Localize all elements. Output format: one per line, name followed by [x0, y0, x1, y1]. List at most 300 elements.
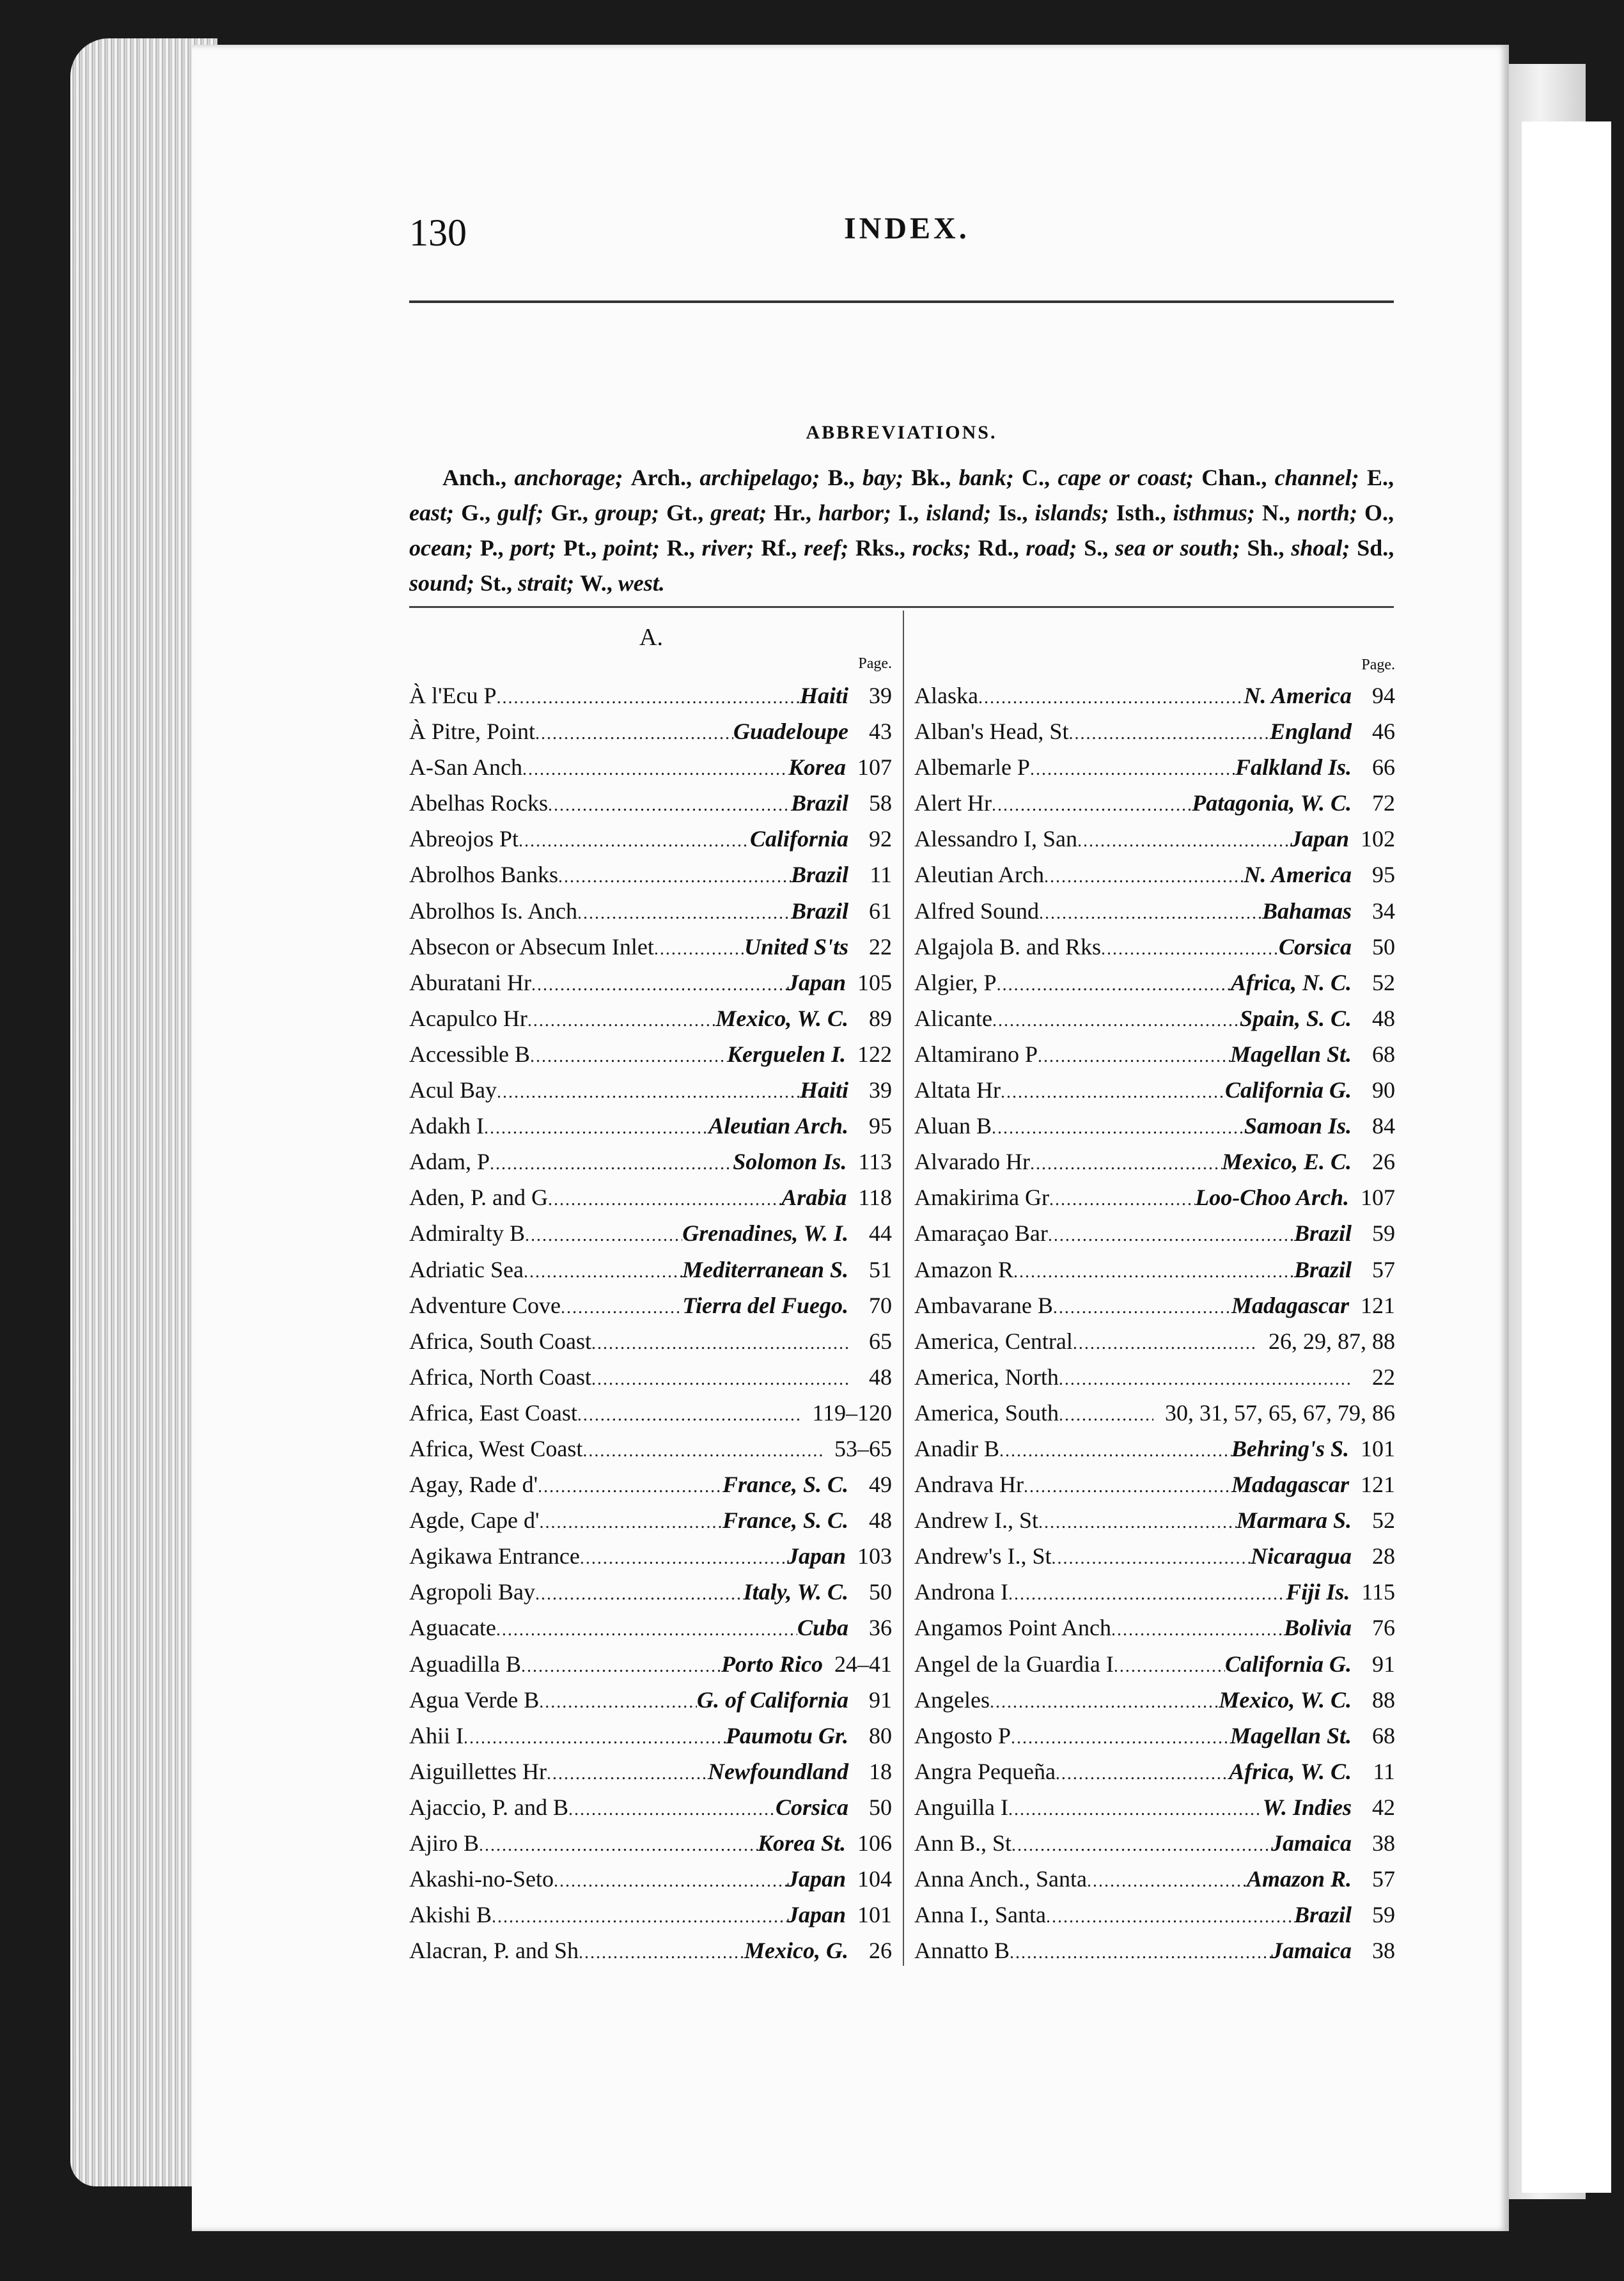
abbreviation-meaning: group;	[595, 500, 660, 525]
entry-name: Akashi-no-Seto	[409, 1866, 554, 1892]
entry-name: Absecon or Absecum Inlet	[409, 933, 654, 960]
dot-leader	[1101, 939, 1279, 960]
index-entry	[409, 718, 892, 754]
entry-page: 65	[869, 1328, 892, 1354]
section-letter: A.	[639, 624, 663, 651]
abbreviation-term: G.,	[461, 500, 491, 525]
entry-page: 26, 29, 87, 88	[1269, 1328, 1395, 1354]
abbreviation-term: O.,	[1364, 500, 1394, 525]
entry-region: Jamaica	[1271, 1830, 1352, 1856]
entry-page: 48	[869, 1364, 892, 1390]
dot-leader	[538, 1477, 722, 1497]
entry-region: California	[749, 826, 848, 852]
dot-leader	[591, 1334, 848, 1354]
entry-region: England	[1269, 719, 1352, 745]
entry-region: Japan	[786, 1866, 846, 1892]
dot-leader	[999, 1441, 1231, 1461]
entry-region: Mediterranean S.	[682, 1256, 848, 1282]
entry-page: 95	[869, 1113, 892, 1139]
index-entry	[914, 969, 1395, 1005]
index-entry	[914, 1865, 1395, 1901]
entry-name: Ajiro B	[409, 1830, 480, 1856]
index-entry	[409, 1148, 892, 1184]
abbreviation-meaning: sea or south;	[1115, 535, 1240, 561]
dot-leader	[1068, 724, 1269, 744]
entry-region: Mexico, W. C.	[1219, 1686, 1352, 1713]
entry-page: 26	[1372, 1149, 1395, 1175]
index-entry	[914, 1364, 1395, 1399]
entry-page: 91	[1372, 1651, 1395, 1677]
dot-leader	[1044, 867, 1244, 887]
entry-page: 58	[869, 790, 892, 816]
abbreviation-meaning: ocean;	[409, 535, 473, 561]
entry-name: America, North	[914, 1364, 1059, 1390]
abbreviations-rule	[409, 606, 1394, 608]
dot-leader	[577, 1405, 800, 1426]
index-entry	[409, 1651, 892, 1686]
index-entry	[914, 1077, 1395, 1112]
entry-region: Aleutian Arch.	[708, 1113, 848, 1139]
dot-leader	[464, 1728, 726, 1748]
entry-region: Bolivia	[1284, 1615, 1352, 1641]
entry-name: A-San Anch	[409, 754, 522, 781]
entry-page: 24–41	[834, 1651, 892, 1677]
dot-leader	[527, 1011, 715, 1031]
entry-page: 115	[1361, 1579, 1395, 1605]
entry-region: Brazil	[1293, 1902, 1352, 1928]
abbreviation-meaning: bay;	[863, 465, 903, 490]
entry-region: California G.	[1224, 1077, 1352, 1103]
abbreviation-meaning: gulf;	[497, 500, 544, 525]
index-entry	[914, 718, 1395, 754]
entry-region: Haiti	[799, 1077, 848, 1103]
dot-leader	[496, 1620, 797, 1640]
entry-page: 80	[869, 1722, 892, 1748]
abbreviation-meaning: west.	[618, 570, 665, 596]
entry-page: 91	[869, 1686, 892, 1713]
dot-leader	[554, 1871, 787, 1892]
dot-leader	[1048, 1226, 1294, 1246]
entry-page: 51	[869, 1256, 892, 1282]
abbreviation-term: N.,	[1261, 500, 1290, 525]
entry-name: Angosto P	[914, 1722, 1011, 1748]
abbreviation-meaning: rocks;	[912, 535, 971, 561]
entry-region: N. America	[1244, 683, 1352, 708]
index-entry	[409, 969, 892, 1005]
dot-leader	[522, 759, 788, 780]
dot-leader	[496, 688, 800, 708]
abbreviation-meaning: river;	[701, 535, 754, 561]
entry-name: America, Central	[914, 1328, 1073, 1354]
entry-region: France, S. C.	[722, 1472, 848, 1498]
dot-leader	[1008, 1584, 1286, 1605]
entry-region: N. America	[1244, 862, 1352, 888]
abbreviation-term: C.,	[1022, 465, 1050, 490]
entry-name: America, South	[914, 1399, 1059, 1426]
entry-page: 72	[1372, 790, 1395, 816]
entry-region: Africa, W. C.	[1229, 1758, 1352, 1784]
entry-name: Acul Bay	[409, 1077, 497, 1103]
entry-name: Acapulco Hr	[409, 1005, 527, 1031]
entry-page: 119–120	[812, 1399, 892, 1426]
entry-page: 59	[1372, 1902, 1395, 1928]
entry-name: Andrew's I., St	[914, 1543, 1052, 1569]
entry-name: Amazon R	[914, 1256, 1013, 1282]
entry-name: Abelhas Rocks	[409, 790, 548, 816]
index-entry	[914, 825, 1395, 861]
entry-region: Madagascar	[1231, 1472, 1349, 1498]
abbreviation-term: Pt.,	[563, 535, 597, 561]
index-entry	[914, 1399, 1395, 1435]
entry-page: 107	[1361, 1185, 1395, 1211]
page-header	[409, 211, 1394, 262]
page-number: 130	[409, 212, 467, 254]
index-entry	[409, 1328, 892, 1364]
entry-name: Agde, Cape d'	[409, 1507, 540, 1534]
abbreviation-term: Sd.,	[1357, 535, 1394, 561]
entry-region: Magellan St.	[1230, 1041, 1352, 1067]
entry-page: 39	[869, 1077, 892, 1103]
entry-region: Brazil	[1293, 1256, 1352, 1282]
entry-name: Aden, P. and G	[409, 1185, 548, 1211]
entry-region: Loo-Choo Arch.	[1195, 1185, 1349, 1211]
index-entry	[914, 1686, 1395, 1722]
abbreviation-meaning: archipelago;	[699, 465, 820, 490]
page-column-label: Page.	[858, 655, 892, 672]
index-entry	[409, 1471, 892, 1507]
index-entry	[409, 1077, 892, 1112]
dot-leader	[579, 1943, 744, 1963]
index-entry	[914, 933, 1395, 969]
dot-leader	[1114, 1656, 1225, 1677]
dot-leader	[1073, 1334, 1257, 1354]
entry-page: 76	[1372, 1615, 1395, 1641]
entry-page: 106	[857, 1830, 892, 1856]
abbreviation-meaning: north;	[1297, 500, 1357, 525]
entry-name: Andrew I., St	[914, 1507, 1038, 1534]
entry-page: 43	[869, 719, 892, 745]
entry-region: California G.	[1224, 1651, 1352, 1677]
entry-name: Agropoli Bay	[409, 1579, 535, 1605]
dot-leader	[1038, 1513, 1237, 1533]
entry-page: 122	[857, 1041, 892, 1067]
entry-name: À l'Ecu P	[409, 683, 497, 708]
entry-region: Marmara S.	[1236, 1507, 1352, 1534]
entry-page: 113	[858, 1149, 892, 1175]
entry-region: Paumotu Gr.	[725, 1722, 848, 1748]
index-entry	[409, 898, 892, 933]
entry-page: 84	[1372, 1113, 1395, 1139]
index-entry	[409, 1758, 892, 1794]
entry-page: 50	[869, 1579, 892, 1605]
entry-region: Brazil	[1293, 1220, 1352, 1247]
entry-name: Aburatani Hr	[409, 969, 531, 995]
abbreviation-meaning: island;	[926, 500, 992, 525]
dot-leader	[1049, 1190, 1195, 1210]
entry-name: Annatto B	[914, 1938, 1010, 1964]
index-entry	[914, 1614, 1395, 1650]
entry-name: Alicante	[914, 1005, 992, 1031]
entry-region: Bahamas	[1261, 898, 1352, 924]
index-entry	[914, 1292, 1395, 1328]
adjacent-page	[1522, 121, 1611, 2193]
entry-region: Brazil	[790, 790, 848, 816]
entry-page: 52	[1372, 969, 1395, 995]
abbreviation-term: Anch.,	[442, 465, 507, 490]
dot-leader	[1008, 1800, 1263, 1820]
entry-page: 121	[1361, 1472, 1395, 1498]
dot-leader	[1024, 1477, 1231, 1497]
entry-region: Magellan St.	[1230, 1722, 1352, 1748]
entry-page: 95	[1372, 862, 1395, 888]
entry-region: United S'ts	[744, 933, 848, 960]
dot-leader	[525, 1226, 682, 1246]
abbreviation-term: Isth.,	[1116, 500, 1166, 525]
abbreviation-term: Arch.,	[630, 465, 692, 490]
index-entry	[409, 1865, 892, 1901]
entry-page: 22	[1372, 1364, 1395, 1390]
abbreviation-meaning: point;	[603, 535, 660, 561]
dot-leader	[1039, 903, 1262, 924]
abbreviation-meaning: harbor;	[818, 500, 892, 525]
entry-name: Africa, West Coast	[409, 1435, 583, 1461]
entry-page: 94	[1372, 683, 1395, 708]
entry-region: Korea St.	[757, 1830, 846, 1856]
entry-name: Africa, South Coast	[409, 1328, 591, 1354]
entry-name: Ambavarane B	[914, 1292, 1053, 1318]
entry-name: Ahii I	[409, 1722, 464, 1748]
entry-page: 107	[857, 754, 892, 781]
entry-name: Aiguillettes Hr	[409, 1758, 547, 1784]
entry-name: Akishi B	[409, 1902, 492, 1928]
entry-page: 48	[869, 1507, 892, 1534]
entry-name: Angamos Point Anch	[914, 1615, 1112, 1641]
dot-leader	[992, 795, 1192, 816]
abbreviation-term: Gr.,	[550, 500, 588, 525]
entry-region: Guadeloupe	[733, 719, 848, 745]
entry-region: Mexico, E. C.	[1222, 1149, 1352, 1175]
entry-page: 104	[857, 1866, 892, 1892]
entry-name: Algajola B. and Rks	[914, 933, 1101, 960]
index-entries-right	[914, 682, 1395, 1973]
abbreviation-term: P.,	[480, 535, 504, 561]
index-entry	[409, 1364, 892, 1399]
index-entry	[914, 1937, 1395, 1973]
entry-region: Patagonia, W. C.	[1192, 790, 1352, 816]
entry-page: 103	[857, 1543, 892, 1569]
entry-page: 68	[1372, 1041, 1395, 1067]
entry-page: 22	[869, 933, 892, 960]
index-entry	[409, 1578, 892, 1614]
index-entry	[409, 1041, 892, 1077]
dot-leader	[580, 1548, 787, 1569]
index-entry	[914, 1148, 1395, 1184]
entry-name: Ann B., St	[914, 1830, 1012, 1856]
index-entry	[914, 1005, 1395, 1041]
abbreviation-term: Bk.,	[911, 465, 951, 490]
entry-name: Anna I., Santa	[914, 1902, 1046, 1928]
abbreviation-term: Sh.,	[1247, 535, 1284, 561]
dot-leader	[1059, 1369, 1352, 1390]
entry-region: Corsica	[775, 1794, 848, 1820]
index-entry	[914, 861, 1395, 897]
index-entry	[914, 1435, 1395, 1471]
dot-leader	[1013, 1262, 1294, 1282]
entry-region: Madagascar	[1231, 1292, 1349, 1318]
index-entry	[409, 1614, 892, 1650]
entry-page: 121	[1361, 1292, 1395, 1318]
entry-name: Anguilla I	[914, 1794, 1008, 1820]
dot-leader	[1053, 1298, 1231, 1318]
entry-name: Aleutian Arch	[914, 862, 1044, 888]
entry-page: 88	[1372, 1686, 1395, 1713]
dot-leader	[591, 1369, 848, 1390]
abbreviation-term: Rf.,	[761, 535, 797, 561]
index-entry	[914, 1507, 1395, 1543]
index-entry	[409, 682, 892, 718]
index-entry	[409, 790, 892, 825]
dot-leader	[539, 1692, 697, 1713]
index-entry	[914, 1328, 1395, 1364]
index-entry	[914, 1578, 1395, 1614]
abbreviation-term: Gt.,	[666, 500, 704, 525]
abbreviation-term: Chan.,	[1201, 465, 1267, 490]
entry-page: 59	[1372, 1220, 1395, 1247]
entry-name: Andrava Hr	[914, 1472, 1024, 1498]
entry-name: Adriatic Sea	[409, 1256, 524, 1282]
dot-leader	[484, 1118, 708, 1139]
index-entry	[914, 898, 1395, 933]
dot-leader	[547, 1764, 708, 1784]
index-entry	[409, 1184, 892, 1220]
entry-page: 44	[869, 1220, 892, 1247]
entry-region: Porto Rico	[721, 1651, 823, 1677]
entry-name: Angra Pequeña	[914, 1758, 1056, 1784]
dot-leader	[997, 975, 1231, 995]
dot-leader	[524, 1262, 682, 1282]
entry-name: Alessandro I, San	[914, 826, 1077, 852]
entry-page: 101	[1361, 1435, 1395, 1461]
entry-page: 53–65	[834, 1435, 892, 1461]
entry-name: Adakh I	[409, 1113, 484, 1139]
abbreviation-meaning: sound;	[409, 570, 475, 596]
entry-name: Altamirano P	[914, 1041, 1038, 1067]
index-entry	[914, 1901, 1395, 1937]
dot-leader	[539, 1513, 722, 1533]
index-entry	[409, 1686, 892, 1722]
dot-leader	[1001, 1082, 1225, 1103]
entry-name: À Pitre, Point	[409, 719, 536, 745]
index-entry	[409, 1220, 892, 1256]
entry-page: 57	[1372, 1866, 1395, 1892]
index-entry	[914, 1794, 1395, 1830]
entry-page: 102	[1361, 826, 1395, 852]
entry-page: 28	[1372, 1543, 1395, 1569]
dot-leader	[497, 1082, 800, 1103]
entry-name: Africa, North Coast	[409, 1364, 591, 1390]
entry-name: Angel de la Guardia I	[914, 1651, 1114, 1677]
page-title: INDEX.	[844, 212, 970, 245]
header-rule	[409, 300, 1394, 303]
index-entry	[409, 1543, 892, 1578]
index-entry	[914, 682, 1395, 718]
entry-region: Mexico, G.	[744, 1938, 848, 1964]
abbreviation-meaning: bank;	[958, 465, 1014, 490]
index-entry	[914, 790, 1395, 825]
entry-region: Japan	[1290, 826, 1349, 852]
abbreviations-list	[409, 460, 1394, 601]
entry-region: G. of California	[696, 1686, 848, 1713]
entry-name: Alaska	[914, 683, 978, 708]
dot-leader	[490, 1154, 733, 1174]
abbreviation-meaning: shoal;	[1291, 535, 1350, 561]
entry-region: Brazil	[790, 898, 848, 924]
dot-leader	[535, 724, 733, 744]
index-entry	[409, 1901, 892, 1937]
dot-leader	[992, 1118, 1244, 1139]
entry-name: Adventure Cove	[409, 1292, 561, 1318]
dot-leader	[558, 867, 791, 887]
entry-page: 105	[857, 969, 892, 995]
entry-page: 101	[857, 1902, 892, 1928]
index-entry	[914, 1758, 1395, 1794]
entry-name: Alert Hr	[914, 790, 992, 816]
entry-page: 38	[1372, 1830, 1395, 1856]
entry-name: Androna I	[914, 1579, 1008, 1605]
entry-name: Alvarado Hr	[914, 1149, 1030, 1175]
abbreviations-heading: ABBREVIATIONS.	[806, 422, 997, 443]
entry-page: 36	[869, 1615, 892, 1641]
entry-page: 90	[1372, 1077, 1395, 1103]
entry-name: Altata Hr	[914, 1077, 1001, 1103]
abbreviation-meaning: reef;	[804, 535, 849, 561]
index-entry	[409, 1435, 892, 1471]
index-entry	[409, 1112, 892, 1148]
dot-leader	[548, 795, 791, 816]
entry-name: Angeles	[914, 1686, 990, 1713]
index-entry	[409, 1794, 892, 1830]
entry-name: Agikawa Entrance	[409, 1543, 580, 1569]
dot-leader	[531, 975, 787, 995]
entry-name: Albemarle P	[914, 754, 1030, 781]
entry-name: Algier, P	[914, 969, 997, 995]
abbreviation-meaning: islands;	[1035, 500, 1109, 525]
entry-name: Aguacate	[409, 1615, 496, 1641]
abbreviation-meaning: channel;	[1274, 465, 1359, 490]
entry-page: 92	[869, 826, 892, 852]
entry-page: 38	[1372, 1938, 1395, 1964]
entry-page: 48	[1372, 1005, 1395, 1031]
index-entry	[409, 1830, 892, 1865]
abbreviation-meaning: isthmus;	[1173, 500, 1255, 525]
entry-region: Jamaica	[1271, 1938, 1352, 1964]
dot-leader	[530, 1047, 727, 1067]
abbreviation-term: E.,	[1367, 465, 1394, 490]
entry-name: Abrolhos Banks	[409, 862, 558, 888]
entry-page: 61	[869, 898, 892, 924]
abbreviation-term: Rd.,	[978, 535, 1019, 561]
entry-page: 49	[869, 1472, 892, 1498]
abbreviation-term: R.,	[666, 535, 695, 561]
dot-leader	[1010, 1943, 1271, 1963]
abbreviation-term: St.,	[480, 570, 513, 596]
dot-leader	[978, 688, 1244, 708]
entry-name: Anadir B	[914, 1435, 999, 1461]
entry-name: Agua Verde B	[409, 1686, 540, 1713]
dot-leader	[992, 1011, 1240, 1031]
abbreviation-meaning: anchorage;	[514, 465, 623, 490]
entry-page: 42	[1372, 1794, 1395, 1820]
